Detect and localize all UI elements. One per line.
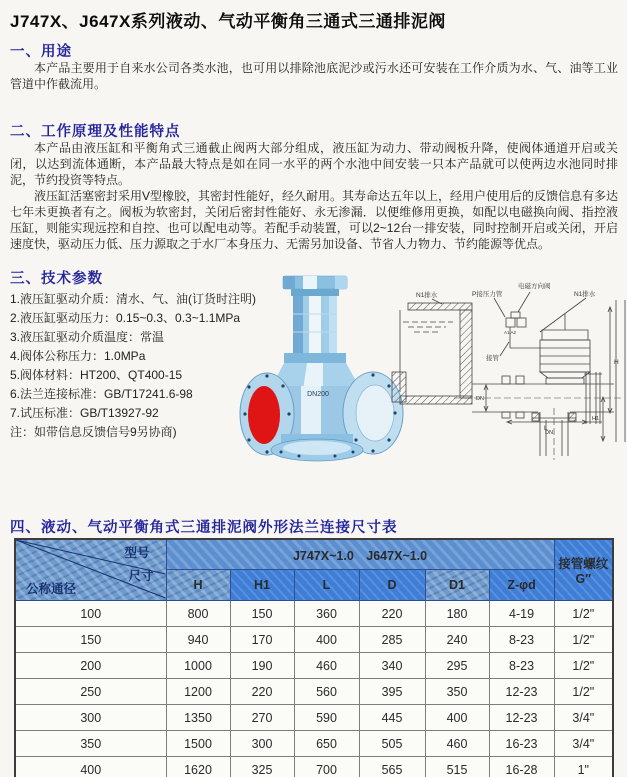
section-3-heading: 三、技术参数 — [10, 271, 103, 287]
cell-d1: 240 — [425, 627, 489, 653]
cell-d1: 350 — [425, 679, 489, 705]
cell-thread: 3/4" — [554, 731, 613, 757]
cell-d: 340 — [359, 653, 425, 679]
tech-param-item: 7.试压标准：GB/T13927-92 — [10, 406, 159, 420]
tech-param-item: 2.液压缸驱动压力：0.15~0.3、0.3~1.1MPa — [10, 311, 241, 325]
table-row — [15, 601, 613, 627]
valve-dn-label: DN200 — [307, 391, 329, 398]
cell-zfd: 8-23 — [489, 627, 554, 653]
diagram-dim-dn-left: DN — [476, 396, 484, 402]
cell-h: 1200 — [166, 679, 230, 705]
tech-param-note: 注：如带信息反馈信号9另协商) — [10, 425, 177, 439]
cell-zfd: 8-23 — [489, 653, 554, 679]
column-header-l: L — [294, 570, 359, 601]
section-1-body — [10, 60, 618, 92]
cell-dn: 250 — [15, 679, 166, 705]
cell-h: 1350 — [166, 705, 230, 731]
table-row — [15, 653, 613, 679]
valve-product-image — [237, 274, 407, 464]
cell-l: 360 — [294, 601, 359, 627]
cell-l: 700 — [294, 757, 359, 777]
table-row — [15, 679, 613, 705]
diagram-dim-h: H — [614, 359, 619, 366]
cell-zfd: 16-28 — [489, 757, 554, 777]
cell-h: 1620 — [166, 757, 230, 777]
cell-h1: 300 — [230, 731, 294, 757]
corner-label-size: 尺寸 — [128, 569, 154, 583]
tech-param-item: 4.阀体公称压力：1.0MPa — [10, 349, 146, 363]
cell-d1: 295 — [425, 653, 489, 679]
section-2-heading: 二、工作原理及性能特点 — [10, 124, 181, 140]
section-2-body — [10, 140, 618, 252]
cell-h: 1500 — [166, 731, 230, 757]
section-4-heading: 四、液动、气动平衡角式三通排泥阀外形法兰连接尺寸表 — [10, 520, 398, 536]
cell-h1: 220 — [230, 679, 294, 705]
tech-param-item: 1.液压缸驱动介质：清水、气、油(订货时注明) — [10, 292, 257, 306]
column-header-h1: H1 — [230, 570, 294, 601]
cell-thread: 1/2" — [554, 679, 613, 705]
cell-d: 395 — [359, 679, 425, 705]
cell-dn: 200 — [15, 653, 166, 679]
dimensions-table — [14, 538, 614, 777]
cell-dn: 100 — [15, 601, 166, 627]
diagram-dim-h1: H1 — [592, 416, 600, 422]
diagram-dim-l: L — [544, 425, 548, 432]
cell-l: 650 — [294, 731, 359, 757]
cell-zfd: 12-23 — [489, 705, 554, 731]
principle-paragraph-1: 本产品由液压缸和平衡角式三通截止阀两大部分组成，液压缸为动力、带动阀板升降，使阀体通道开启或关闭，以达到流体通断，本产品最大特点是如在同一水平的两个水池中间安装一只本产品就可以使两边水池同时排泥，节约投资等特点。 — [10, 141, 618, 187]
section-1-heading: 一、用途 — [10, 44, 72, 60]
cell-thread: 1/2" — [554, 653, 613, 679]
cell-l: 590 — [294, 705, 359, 731]
diagram-label-n1-left: N1排水 — [416, 292, 438, 299]
cell-d: 565 — [359, 757, 425, 777]
cell-thread: 1/2" — [554, 601, 613, 627]
cell-dn: 300 — [15, 705, 166, 731]
diagram-label-p-pipe: P接压力管 — [472, 291, 503, 298]
cell-h: 1000 — [166, 653, 230, 679]
cell-l: 560 — [294, 679, 359, 705]
table-row — [15, 627, 613, 653]
cell-h1: 325 — [230, 757, 294, 777]
cell-thread: 3/4" — [554, 705, 613, 731]
cell-thread: 1" — [554, 757, 613, 777]
cell-zfd: 12-23 — [489, 679, 554, 705]
installation-diagram — [390, 272, 627, 460]
tech-param-item: 5.阀体材料：HT200、QT400-15 — [10, 368, 183, 382]
table-row — [15, 731, 613, 757]
cell-h1: 150 — [230, 601, 294, 627]
cell-d: 220 — [359, 601, 425, 627]
tech-param-item: 3.液压缸驱动介质温度：常温 — [10, 330, 165, 344]
principle-paragraph-2: 液压缸活塞密封采用V型橡胶，其密封性能好，经久耐用。其寿命达五年以上，经用户使用后的反馈信息有多达七年未更换者有之。阀板为软密封，关闭后密封性能好、永无渗漏．以便维修用更换，如配以电磁换向阀、指控液压缸，则能实现远控和自控、也可以配电动等。若配手动装置，可以2~12台一排安装，同时控制开启或关闭，开启速度快，驱动压力低、压力源取之于水厂本身压力、无需另加设备、节省人力物力、节约能源等优点。 — [10, 189, 619, 251]
cell-h: 800 — [166, 601, 230, 627]
model-header-cell: J747X~1.0 J647X~1.0 — [166, 539, 554, 570]
cell-zfd: 16-23 — [489, 731, 554, 757]
cell-h1: 270 — [230, 705, 294, 731]
column-header-d1: D1 — [425, 570, 489, 601]
cell-h1: 170 — [230, 627, 294, 653]
column-header-h: H — [166, 570, 230, 601]
table-corner-cell — [15, 539, 166, 601]
usage-paragraph: 本产品主要用于自来水公司各类水池，也可用以排除池底泥沙或污水还可安装在工作介质为水、气、油等工业管道中作截流用。 — [10, 61, 618, 91]
cell-l: 460 — [294, 653, 359, 679]
cell-d: 445 — [359, 705, 425, 731]
diagram-label-n1-right: N1排水 — [574, 291, 596, 298]
tech-params-list — [10, 290, 257, 442]
thread-header-cell: 接管螺纹G″ — [554, 539, 613, 601]
cell-dn: 150 — [15, 627, 166, 653]
table-row — [15, 757, 613, 777]
cell-l: 400 — [294, 627, 359, 653]
page-title: J747X、J647X系列液动、气动平衡角三通式三通排泥阀 — [10, 12, 446, 31]
diagram-dim-dn-bottom: DN — [545, 430, 553, 436]
cell-dn: 400 — [15, 757, 166, 777]
corner-label-model: 型号 — [124, 546, 150, 560]
cell-zfd: 4-19 — [489, 601, 554, 627]
cell-dn: 350 — [15, 731, 166, 757]
cell-h1: 190 — [230, 653, 294, 679]
cell-d1: 400 — [425, 705, 489, 731]
cell-d1: 460 — [425, 731, 489, 757]
cell-thread: 1/2" — [554, 627, 613, 653]
corner-label-dn: 公称通径 — [26, 582, 77, 596]
diagram-label-ports: A1 A2 — [504, 330, 517, 335]
cell-d1: 515 — [425, 757, 489, 777]
table-row — [15, 705, 613, 731]
diagram-label-solenoid: 电磁方向阀 — [518, 283, 551, 290]
cell-d: 505 — [359, 731, 425, 757]
cell-d1: 180 — [425, 601, 489, 627]
cell-h: 940 — [166, 627, 230, 653]
diagram-label-jieguan: 接管 — [486, 355, 499, 362]
tech-param-item: 6.法兰连接标准：GB/T17241.6-98 — [10, 387, 193, 401]
column-header-zfd: Z-φd — [489, 570, 554, 601]
column-header-d: D — [359, 570, 425, 601]
cell-d: 285 — [359, 627, 425, 653]
